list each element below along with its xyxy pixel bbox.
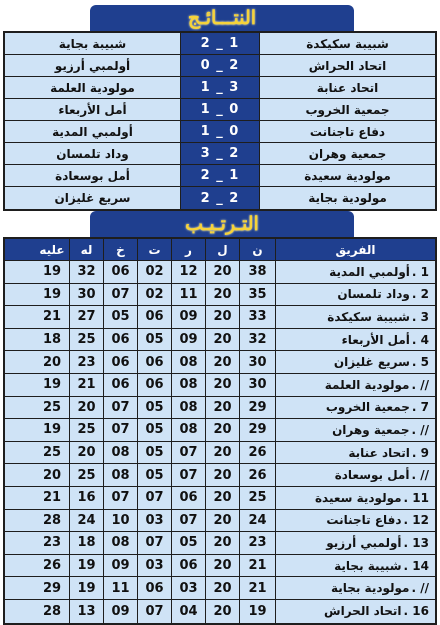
result-row [5, 33, 435, 55]
standings-lost: 06 [103, 261, 137, 283]
standings-drawn: 07 [137, 487, 171, 509]
standings-drawn: 07 [137, 600, 171, 623]
standings-team-cell [275, 442, 435, 464]
standings-team-cell [275, 464, 435, 486]
standings-drawn: 05 [137, 397, 171, 419]
standings-won: 12 [171, 261, 205, 283]
standings-rank: 7 . [411, 400, 429, 415]
standings-played: 20 [205, 306, 239, 328]
standings-team-cell [275, 600, 435, 623]
standings-gf: 25 [69, 464, 103, 486]
standings-team-cell [275, 555, 435, 577]
header-drawn: ت [137, 239, 171, 260]
standings-lost: 08 [103, 464, 137, 486]
standings-ga: 26 [42, 558, 62, 574]
standings-team-cell [275, 261, 435, 283]
standings-rank: 5 . [411, 355, 429, 370]
standings-lost: 10 [103, 510, 137, 532]
standings-team-name: أمل الأربعاء [341, 332, 410, 347]
standings-rank: 2 . [411, 287, 429, 302]
result-away-team: أمل بوسعادة [55, 168, 130, 183]
standings-team-name: مولودية سعيدة [314, 490, 402, 505]
standings-team-name: أولمبي المدية [329, 264, 410, 279]
result-away-team: سريع غليزان [54, 191, 131, 205]
standings-team-name: مولودية العلمة [324, 377, 410, 392]
standings-team-cell [275, 487, 435, 509]
result-home-team: مولودية سعيدة [304, 168, 391, 183]
header-gf: له [69, 239, 103, 260]
standings-played: 20 [205, 284, 239, 306]
standings-drawn: 05 [137, 419, 171, 441]
result-home-team: دفاع تاجنانت [309, 124, 386, 139]
standings-team-name: شبيبة بجاية [334, 558, 402, 573]
standings-ga: 28 [42, 512, 62, 528]
standings-team-cell [275, 510, 435, 532]
standings-gf: 18 [69, 532, 103, 554]
standings-team-cell [275, 577, 435, 599]
result-score: 0 _ 2 [180, 55, 260, 76]
standings-lost: 07 [103, 419, 137, 441]
standings-drawn: 05 [137, 442, 171, 464]
standings-gf: 27 [69, 306, 103, 328]
standings-won: 07 [171, 510, 205, 532]
standings-team-name: جمعية الخروب [325, 400, 410, 415]
standings-ga: 25 [42, 399, 62, 415]
standings-won: 08 [171, 419, 205, 441]
standings-pts: 25 [239, 487, 275, 509]
standings-won: 09 [171, 306, 205, 328]
standings-played: 20 [205, 487, 239, 509]
result-score: 2 _ 2 [180, 187, 260, 209]
standings-drawn: 06 [137, 374, 171, 396]
standings-pts: 33 [239, 306, 275, 328]
standings-played: 20 [205, 555, 239, 577]
standings-gf: 19 [69, 577, 103, 599]
standings-team-cell [275, 284, 435, 306]
standings-row [5, 487, 435, 510]
standings-team-cell [275, 532, 435, 554]
standings-row [5, 329, 435, 352]
result-home-team: جمعية وهران [308, 146, 387, 161]
standings-won: 08 [171, 397, 205, 419]
standings-rank: 12 . [403, 513, 429, 528]
standings-team-name: أمل بوسعادة [334, 468, 410, 483]
standings-banner [90, 211, 354, 237]
standings-ga: 19 [42, 286, 62, 302]
standings-won: 07 [171, 464, 205, 486]
result-score: 3 _ 2 [180, 143, 260, 164]
standings-drawn: 06 [137, 306, 171, 328]
standings-pts: 19 [239, 600, 275, 623]
standings-lost: 09 [103, 600, 137, 623]
standings-lost: 06 [103, 374, 137, 396]
standings-won: 07 [171, 442, 205, 464]
result-score: 2 _ 1 [180, 33, 260, 54]
standings-rank: // . [411, 581, 429, 596]
standings-pts: 38 [239, 261, 275, 283]
standings-pts: 23 [239, 532, 275, 554]
standings-team-cell [275, 306, 435, 328]
standings-ga: 28 [42, 603, 62, 619]
standings-team-cell [275, 419, 435, 441]
standings-drawn: 03 [137, 510, 171, 532]
standings-team-name: أولمبي أرزيو [326, 535, 402, 550]
standings-gf: 16 [69, 487, 103, 509]
result-row [5, 99, 435, 121]
standings-row [5, 351, 435, 374]
standings-gf: 13 [69, 600, 103, 623]
standings-rank: 14 . [403, 558, 429, 573]
standings-row [5, 284, 435, 307]
standings-gf: 19 [69, 555, 103, 577]
standings-lost: 09 [103, 555, 137, 577]
standings-drawn: 06 [137, 577, 171, 599]
standings-rank: 9 . [411, 445, 429, 460]
standings-played: 20 [205, 351, 239, 373]
standings-rank: // . [411, 468, 429, 483]
result-away-team: وداد تلمسان [56, 146, 129, 161]
standings-row [5, 419, 435, 442]
standings-drawn: 07 [137, 532, 171, 554]
standings-played: 20 [205, 532, 239, 554]
standings-lost: 07 [103, 284, 137, 306]
standings-pts: 30 [239, 351, 275, 373]
result-score: 1 _ 3 [180, 77, 260, 98]
standings-row [5, 555, 435, 578]
standings-drawn: 02 [137, 261, 171, 283]
standings-row [5, 442, 435, 465]
standings-ga: 21 [42, 490, 62, 506]
standings-pts: 21 [239, 555, 275, 577]
standings-lost: 08 [103, 442, 137, 464]
standings-played: 20 [205, 261, 239, 283]
standings-gf: 25 [69, 419, 103, 441]
standings-rank: 3 . [411, 309, 429, 324]
result-away-team: أولمبي أرزيو [54, 58, 131, 73]
standings-rank: 11 . [403, 490, 429, 505]
standings-won: 11 [171, 284, 205, 306]
header-pts: ن [239, 239, 275, 260]
standings-team-name: شبيبة سكيكدة [327, 309, 410, 324]
standings-won: 03 [171, 577, 205, 599]
standings-ga: 25 [42, 445, 62, 461]
result-row [5, 165, 435, 187]
results-title: النتـــائـج [187, 7, 257, 29]
standings-team-cell [275, 374, 435, 396]
standings-row [5, 306, 435, 329]
standings-team-name: سريع غليزان [333, 355, 410, 370]
result-home-team: مولودية بجاية [308, 191, 387, 205]
results-table [3, 31, 437, 211]
standings-lost: 07 [103, 397, 137, 419]
standings-played: 20 [205, 577, 239, 599]
results-banner [90, 5, 354, 31]
standings-pts: 35 [239, 284, 275, 306]
standings-won: 09 [171, 329, 205, 351]
standings-drawn: 05 [137, 464, 171, 486]
standings-row [5, 374, 435, 397]
standings-won: 06 [171, 555, 205, 577]
standings-ga: 19 [42, 422, 62, 438]
standings-ga: 21 [42, 309, 62, 325]
standings-pts: 32 [239, 329, 275, 351]
standings-ga: 23 [42, 535, 62, 551]
standings-played: 20 [205, 374, 239, 396]
result-row [5, 187, 435, 209]
standings-team-name: اتحاد عنابة [348, 445, 410, 460]
result-row [5, 121, 435, 143]
standings-played: 20 [205, 464, 239, 486]
standings-rank: 13 . [403, 535, 429, 550]
standings-pts: 29 [239, 419, 275, 441]
standings-rank: // . [411, 377, 429, 392]
standings-played: 20 [205, 419, 239, 441]
standings-ga: 20 [42, 354, 62, 370]
standings-team-name: جمعية وهران [332, 422, 410, 437]
result-away-team: أولمبي المدية [52, 124, 133, 139]
standings-pts: 24 [239, 510, 275, 532]
result-away-team: أمل الأربعاء [58, 102, 127, 117]
result-score: 1 _ 0 [180, 121, 260, 142]
standings-played: 20 [205, 442, 239, 464]
standings-drawn: 02 [137, 284, 171, 306]
standings-ga: 19 [42, 377, 62, 393]
standings-gf: 21 [69, 374, 103, 396]
standings-row [5, 510, 435, 533]
standings-title: التـرتـيـب [185, 213, 259, 235]
standings-pts: 26 [239, 442, 275, 464]
standings-lost: 05 [103, 306, 137, 328]
result-home-team: جمعية الخروب [305, 102, 390, 117]
standings-row [5, 600, 435, 623]
standings-played: 20 [205, 510, 239, 532]
standings-gf: 24 [69, 510, 103, 532]
standings-lost: 06 [103, 351, 137, 373]
standings-ga: 29 [42, 580, 62, 596]
standings-won: 08 [171, 374, 205, 396]
standings-pts: 21 [239, 577, 275, 599]
header-team: الفريق [275, 239, 435, 260]
standings-won: 06 [171, 487, 205, 509]
standings-drawn: 05 [137, 329, 171, 351]
standings-won: 05 [171, 532, 205, 554]
standings-played: 20 [205, 397, 239, 419]
standings-row [5, 261, 435, 284]
standings-gf: 32 [69, 261, 103, 283]
standings-ga: 19 [42, 264, 62, 280]
result-home-team: شبيبة سكيكدة [306, 36, 389, 51]
standings-gf: 25 [69, 329, 103, 351]
standings-ga: 20 [42, 467, 62, 483]
standings-rank: 1 . [411, 264, 429, 279]
result-score: 1 _ 0 [180, 99, 260, 120]
standings-team-name: اتحاد الحراش [324, 604, 402, 619]
standings-team-cell [275, 397, 435, 419]
standings-played: 20 [205, 600, 239, 623]
header-lost: خ [103, 239, 137, 260]
standings-pts: 30 [239, 374, 275, 396]
standings-pts: 29 [239, 397, 275, 419]
standings-header-row [5, 239, 435, 261]
standings-row [5, 397, 435, 420]
standings-pts: 26 [239, 464, 275, 486]
header-ga: عليه [39, 242, 65, 257]
standings-rank: 16 . [403, 604, 429, 619]
result-row [5, 55, 435, 77]
result-away-team: مولودية العلمة [50, 80, 135, 95]
standings-lost: 08 [103, 532, 137, 554]
standings-lost: 06 [103, 329, 137, 351]
standings-rank: 4 . [411, 332, 429, 347]
standings-team-name: دفاع تاجنانت [326, 513, 402, 528]
standings-row [5, 577, 435, 600]
standings-team-cell [275, 351, 435, 373]
standings-row [5, 532, 435, 555]
standings-won: 08 [171, 351, 205, 373]
standings-played: 20 [205, 329, 239, 351]
standings-rank: // . [411, 422, 429, 437]
standings-drawn: 03 [137, 555, 171, 577]
standings-lost: 07 [103, 487, 137, 509]
standings-row [5, 464, 435, 487]
standings-won: 04 [171, 600, 205, 623]
standings-gf: 30 [69, 284, 103, 306]
result-row [5, 143, 435, 165]
standings-gf: 23 [69, 351, 103, 373]
result-score: 2 _ 1 [180, 165, 260, 186]
standings-gf: 20 [69, 442, 103, 464]
standings-drawn: 06 [137, 351, 171, 373]
standings-team-name: مولودية بجاية [330, 581, 410, 596]
result-away-team: شبيبة بجاية [58, 36, 127, 51]
standings-lost: 11 [103, 577, 137, 599]
header-won: ر [171, 239, 205, 260]
standings-team-cell [275, 329, 435, 351]
standings-team-name: وداد تلمسان [337, 287, 410, 302]
result-home-team: اتحاد الحراش [308, 58, 387, 73]
standings-gf: 20 [69, 397, 103, 419]
result-home-team: اتحاد عنابة [316, 80, 379, 95]
header-played: ل [205, 239, 239, 260]
standings-table [3, 237, 437, 625]
standings-ga: 18 [42, 332, 62, 348]
result-row [5, 77, 435, 99]
